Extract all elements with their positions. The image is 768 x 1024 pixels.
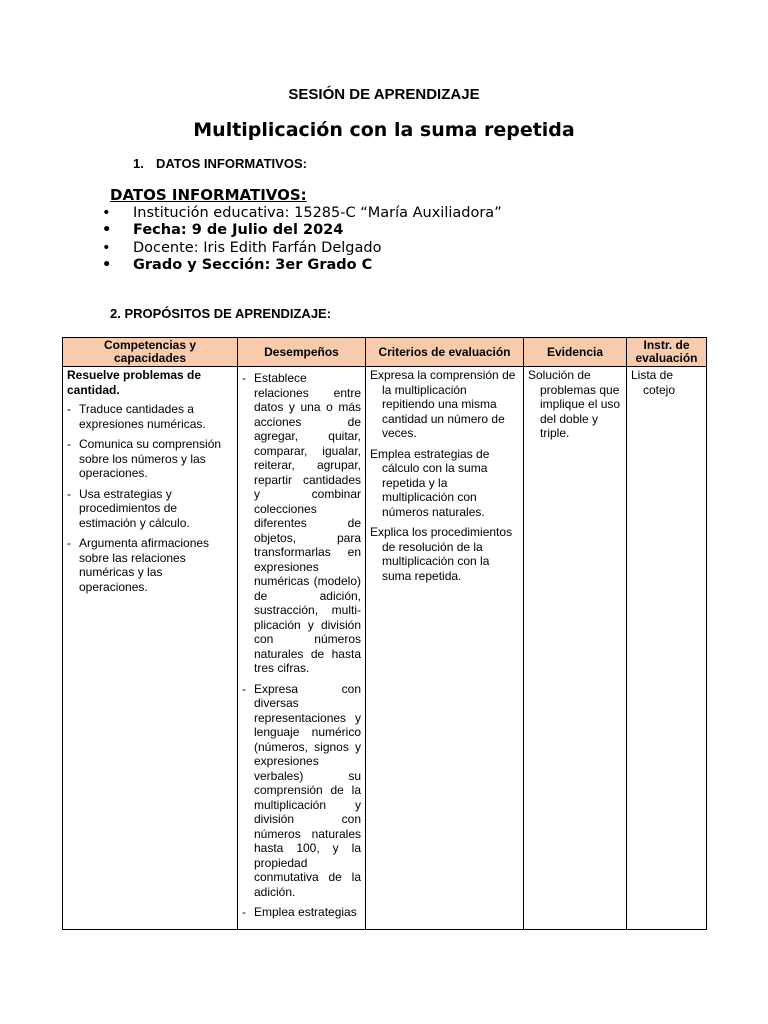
capacidad-item: - Traduce cantidades a expresiones numéricas. <box>67 402 233 431</box>
desempenos-list <box>242 371 361 920</box>
table-header-row <box>63 338 707 367</box>
cell-evidencia <box>524 367 627 930</box>
section-1-heading <box>133 156 307 171</box>
evidencia-text: Solución de problemas que implique el uso del doble y triple. <box>528 368 621 440</box>
capacidad-item: - Argumenta afirmaciones sobre las relaciones numéricas y las operaciones. <box>67 536 233 594</box>
bullet-icon: • <box>102 239 111 256</box>
desempeno-item: - Establece relaciones entre datos y una o más acciones de agregar, quitar, comparar, igualar, reiterar, agrupar, repartir cantidades y combinar colecciones diferentes de objetos, para transformarlas en expresiones numéricas (modelo) de adición, sustracción, multi-plicación y división con números naturales de hasta tres cifras. <box>242 371 361 676</box>
main-title: Multiplicación con la suma repetida <box>193 119 575 141</box>
header-criterios: Criterios de evaluación <box>366 338 524 367</box>
section-1-title: DATOS INFORMATIVOS: <box>156 156 307 171</box>
section-2-heading: 2. PROPÓSITOS DE APRENDIZAJE: <box>110 306 332 321</box>
bullet-icon: • <box>102 256 112 273</box>
info-text: Institución educativa: 15285-C “María Auxiliadora” <box>133 205 502 221</box>
header-desempenos: Desempeños <box>238 338 366 367</box>
capacidad-item: - Comunica su comprensión sobre los números y las operaciones. <box>67 437 233 481</box>
section-1-number: 1. <box>133 156 144 171</box>
table-row <box>63 367 707 930</box>
info-list <box>102 205 502 274</box>
info-text: Grado y Sección: 3er Grado C <box>133 256 373 273</box>
cell-instrumento <box>627 367 707 930</box>
criterio-item: Expresa la comprensión de la multiplicación repitiendo una misma cantidad un número de veces. <box>370 368 516 440</box>
info-text: Fecha: 9 de Julio del 2024 <box>133 222 344 239</box>
criterio-item: Explica los procedimientos de resolución de la multiplicación con la suma repetida. <box>370 525 513 583</box>
info-item-grado <box>102 257 502 274</box>
desempeno-item: - Emplea estrategias <box>242 905 361 920</box>
competencia-title: Resuelve problemas de cantidad. <box>67 368 202 397</box>
session-title: SESIÓN DE APRENDIZAJE <box>288 86 480 103</box>
info-item-fecha <box>102 222 502 239</box>
cell-desempenos <box>238 367 366 930</box>
capacidad-item: - Usa estrategias y procedimientos de estimación y cálculo. <box>67 487 233 531</box>
datos-heading: DATOS INFORMATIVOS: <box>110 186 307 204</box>
criterio-item: Emplea estrategias de cálculo con la suma repetida y la multiplicación con números naturales. <box>370 446 490 519</box>
info-text: Docente: Iris Edith Farfán Delgado <box>133 239 382 256</box>
capacidades-list <box>67 402 233 594</box>
header-instrumento: Instr. de evaluación <box>627 338 707 367</box>
cell-criterios <box>366 367 524 930</box>
header-competencias: Competencias y capacidades <box>63 338 238 367</box>
bullet-icon: • <box>102 205 111 221</box>
info-item-institucion <box>102 205 502 222</box>
propositos-table <box>62 337 707 930</box>
instrumento-text: Lista de cotejo <box>631 368 676 397</box>
info-item-docente <box>102 240 502 257</box>
desempeno-item: - Expresa con diversas representaciones y lenguaje numérico (números, signos y expresiones verbales) su comprensión de la multiplicación y división con números naturales hasta 100, y la propiedad conmutativa de la adición. <box>242 682 361 900</box>
cell-competencias <box>63 367 238 930</box>
bullet-icon: • <box>102 222 112 239</box>
header-evidencia: Evidencia <box>524 338 627 367</box>
